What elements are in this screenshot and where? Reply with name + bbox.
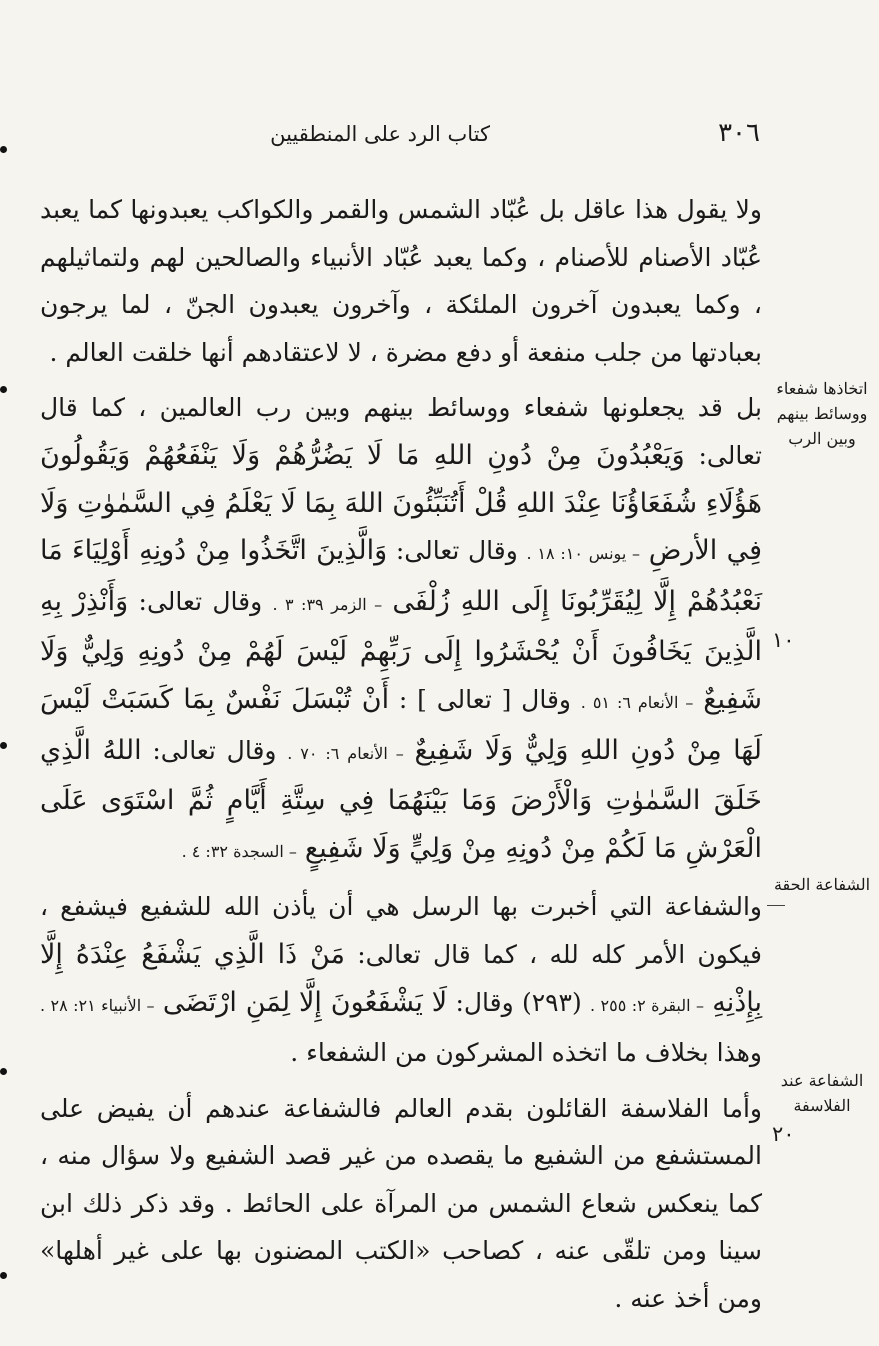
ref-zumar: – الزمر ٣٩: ٣ . [272, 594, 383, 614]
said-2: وقال تعالى: [138, 586, 263, 616]
ref-sajda: – السجدة ٣٢: ٤ . [181, 841, 297, 861]
shafaa-intro: والشفاعة التي أخبرت بها الرسل هي أن يأذن الله للشفيع فيشفع ، فيكون الأمر كله لله ، كما قال تعالى: [40, 892, 762, 969]
ref-anbiya: – الأنبياء ٢١: ٢٨ . [40, 995, 155, 1015]
ref-baqara: – البقرة ٢: ٢٥٥ . [590, 995, 704, 1015]
shafaa-conclusion: وهذا بخلاف ما اتخذه المشركون من الشفعاء . [290, 1038, 762, 1068]
said-5: (٢٩٣) وقال: [455, 987, 582, 1017]
ref-anam-51: – الأنعام ٦: ٥١ . [580, 692, 694, 712]
line-number-10: ١٠ [772, 628, 795, 652]
paragraph-1 [40, 186, 762, 376]
quran-verse-anam-51: وَأَنْذِرْ بِهِ الَّذِينَ يَخَافُونَ أَنْ يُحْشَرُوا إِلَى رَبِّهِمْ لَيْسَ لَهُمْ مِنْ دُونِهِ وَلِيٌّ وَلَا شَفِيعٌ [40, 585, 762, 715]
scan-mark [0, 742, 7, 749]
page-number: ٣٠٦ [718, 118, 760, 148]
said-3: وقال [ تعالى ] : [398, 684, 571, 714]
scan-mark [0, 1068, 7, 1075]
quran-verse-yunus: وَيَعْبُدُونَ مِنْ دُونِ اللهِ مَا لَا يَضُرُّهُمْ وَلَا يَنْفَعُهُمْ وَيَقُولُونَ هَؤُلَاءِ شُفَعَاؤُنَا عِنْدَ اللهِ قُلْ أَتُنَبِّئُونَ اللهَ بِمَا لَا يَعْلَمُ فِي السَّمٰوٰتِ وَلَا فِي الأرضِ [40, 439, 762, 567]
quran-verse-zumar: وَالَّذِينَ اتَّخَذُوا مِنْ دُونِهِ أَوْلِيَاءَ مَا نَعْبُدُهُمْ إِلَّا لِيُقَرِّبُونَا إِلَى اللهِ زُلْفَى [40, 535, 763, 617]
margin-note-intermediaries: اتخاذها شفعاء ووسائط بينهم وبين الرب [776, 379, 868, 448]
quran-verse-anbiya: لَا يَشْفَعُونَ إِلَّا لِمَنِ ارْتَضَى [162, 986, 448, 1018]
paragraph-4 [40, 1085, 762, 1323]
said-1: وقال تعالى: [395, 536, 518, 566]
paragraph-2 [40, 384, 762, 875]
scan-mark [0, 1272, 7, 1279]
paragraph-1-text: ولا يقول هذا عاقل بل عُبّاد الشمس والقمر والكواكب يعبدونها كما يعبد عُبّاد الأصنام للأصنام ، وكما يعبد عُبّاد الأنبياء والصالحين لهم ولتماثيلهم ، وكما يعبدون آخرون الملئكة ، وآخرون يعبدون الجنّ ، لما يرجون بعبادتها من جلب منفعة أو دفع مضرة ، لا لاعتقادهم أنها خلقت العالم . [40, 195, 762, 367]
paragraph-3 [40, 883, 762, 1076]
quran-verse-sajda: اللهُ الَّذِي خَلَقَ السَّمٰوٰتِ وَالْأَرْضَ وَمَا بَيْنَهُمَا فِي سِتَّةِ أَيَّامٍ ثُمَّ اسْتَوَى عَلَى الْعَرْشِ مَا لَكُمْ مِنْ دُونِهِ مِنْ وَلِيٍّ وَلَا شَفِيعٍ [40, 734, 762, 864]
page-header [48, 118, 760, 158]
said-4: وقال تعالى: [152, 735, 277, 765]
ref-anam-70: – الأنعام ٦: ٧٠ . [287, 743, 404, 763]
quran-verse-anam-70: أَنْ تُبْسَلَ نَفْسٌ بِمَا كَسَبَتْ لَيْسَ لَهَا مِنْ دُونِ اللهِ وَلِيٌّ وَلَا شَفِيعٌ [40, 683, 762, 766]
margin-dash [767, 905, 785, 906]
main-text [40, 186, 762, 1323]
prose-intro: بل قد يجعلونها شفعاء ووسائط بينهم وبين رب العالمين ، كما قال تعالى: [40, 393, 762, 470]
margin-note-philosophers: الشفاعة عند الفلاسفة [780, 1071, 864, 1115]
margin-note-true-intercession: الشفاعة الحقة [773, 875, 871, 894]
quran-verse-baqara: مَنْ ذَا الَّذِي يَشْفَعُ عِنْدَهُ إِلَّا بِإِذْنِهِ [40, 938, 763, 1018]
scan-mark [0, 146, 7, 153]
scan-mark [0, 386, 7, 393]
philosophers-text: وأما الفلاسفة القائلون بقدم العالم فالشفاعة عندهم أن يفيض على المستشفع من الشفيع ما يقصده من غير قصد الشفيع ولا سؤال منه ، كما ينعكس شعاع الشمس من المرآة على الحائط . وقد ذكر ذلك ابن سينا ومن تلقّى عنه ، كصاحب «الكتب المضنون بها على غير أهلها» ومن أخذ عنه . [40, 1093, 762, 1314]
running-head: كتاب الرد على المنطقيين [270, 122, 490, 146]
line-number-20: ٢٠ [772, 1122, 795, 1146]
ref-yunus: – يونس ١٠: ١٨ . [526, 544, 641, 564]
